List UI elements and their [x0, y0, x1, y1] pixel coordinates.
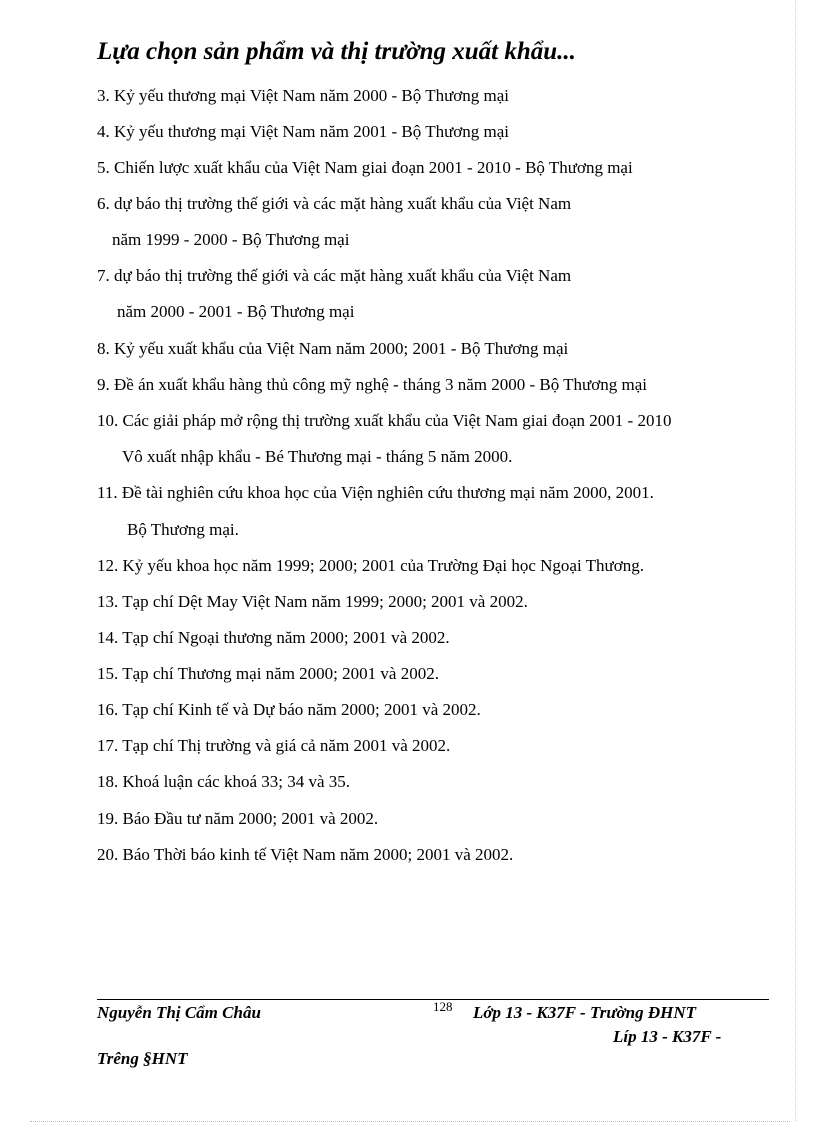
reference-item: 19. Báo Đầu tư năm 2000; 2001 và 2002. — [97, 809, 379, 828]
reference-item: 6. dự báo thị trường thế giới và các mặt hàng xuất khẩu của Việt Nam — [97, 194, 572, 213]
reference-item: 20. Báo Thời báo kinh tế Việt Nam năm 2000; 2001 và 2002. — [97, 845, 514, 864]
reference-item: 12. Kỷ yếu khoa học năm 1999; 2000; 2001 của Trường Đại học Ngoại Thương. — [97, 556, 644, 575]
reference-item: 7. dự báo thị trường thế giới và các mặt hàng xuất khẩu của Việt Nam — [97, 266, 572, 285]
reference-item-continuation: Bộ Thương mại. — [127, 520, 239, 539]
reference-item: 4. Kỷ yếu thương mại Việt Nam năm 2001 - Bộ Thương mại — [97, 122, 510, 141]
reference-item: 11. Đề tài nghiên cứu khoa học của Viện nghiên cứu thương mại năm 2000, 2001. — [97, 483, 654, 502]
reference-item: 10. Các giải pháp mở rộng thị trường xuất khẩu của Việt Nam giai đoạn 2001 - 2010 — [97, 411, 672, 430]
reference-item-continuation: năm 1999 - 2000 - Bộ Thương mại — [112, 230, 350, 249]
reference-item-continuation: năm 2000 - 2001 - Bộ Thương mại — [117, 302, 355, 321]
footer-class-info: Lớp 13 - K37F - Trường ĐHNT — [473, 1003, 696, 1022]
reference-item: 5. Chiến lược xuất khẩu của Việt Nam giai đoạn 2001 - 2010 - Bộ Thương mại — [97, 158, 633, 177]
reference-item: 13. Tạp chí Dệt May Việt Nam năm 1999; 2000; 2001 và 2002. — [97, 592, 528, 611]
reference-item: 15. Tạp chí Thương mại năm 2000; 2001 và 2002. — [97, 664, 439, 683]
page-edge-right — [795, 0, 796, 1121]
footer-author: Nguyễn Thị Cẩm Châu — [97, 1003, 261, 1022]
reference-item-continuation: Vô xuất nhập khẩu - Bé Thương mại - tháng 5 năm 2000. — [122, 447, 513, 466]
reference-item: 14. Tạp chí Ngoại thương năm 2000; 2001 và 2002. — [97, 628, 450, 647]
footer-class-info-alt: Líp 13 - K37F - — [613, 1027, 722, 1046]
reference-item: 16. Tạp chí Kinh tế và Dự báo năm 2000; 2001 và 2002. — [97, 700, 481, 719]
page-title: Lựa chọn sản phẩm và thị trường xuất khẩu... — [97, 38, 576, 65]
reference-item: 8. Kỷ yếu xuất khẩu của Việt Nam năm 2000; 2001 - Bộ Thương mại — [97, 339, 569, 358]
reference-item: 9. Đề án xuất khẩu hàng thủ công mỹ nghệ - tháng 3 năm 2000 - Bộ Thương mại — [97, 375, 647, 394]
reference-item: 17. Tạp chí Thị trường và giá cả năm 2001 và 2002. — [97, 736, 451, 755]
page-number: 128 — [433, 999, 453, 1014]
reference-item: 3. Kỷ yếu thương mại Việt Nam năm 2000 - Bộ Thương mại — [97, 86, 510, 105]
footer-school-alt: Trêng §HNT — [97, 1049, 188, 1068]
reference-item: 18. Khoá luận các khoá 33; 34 và 35. — [97, 772, 351, 791]
page-edge-bottom — [30, 1121, 790, 1122]
